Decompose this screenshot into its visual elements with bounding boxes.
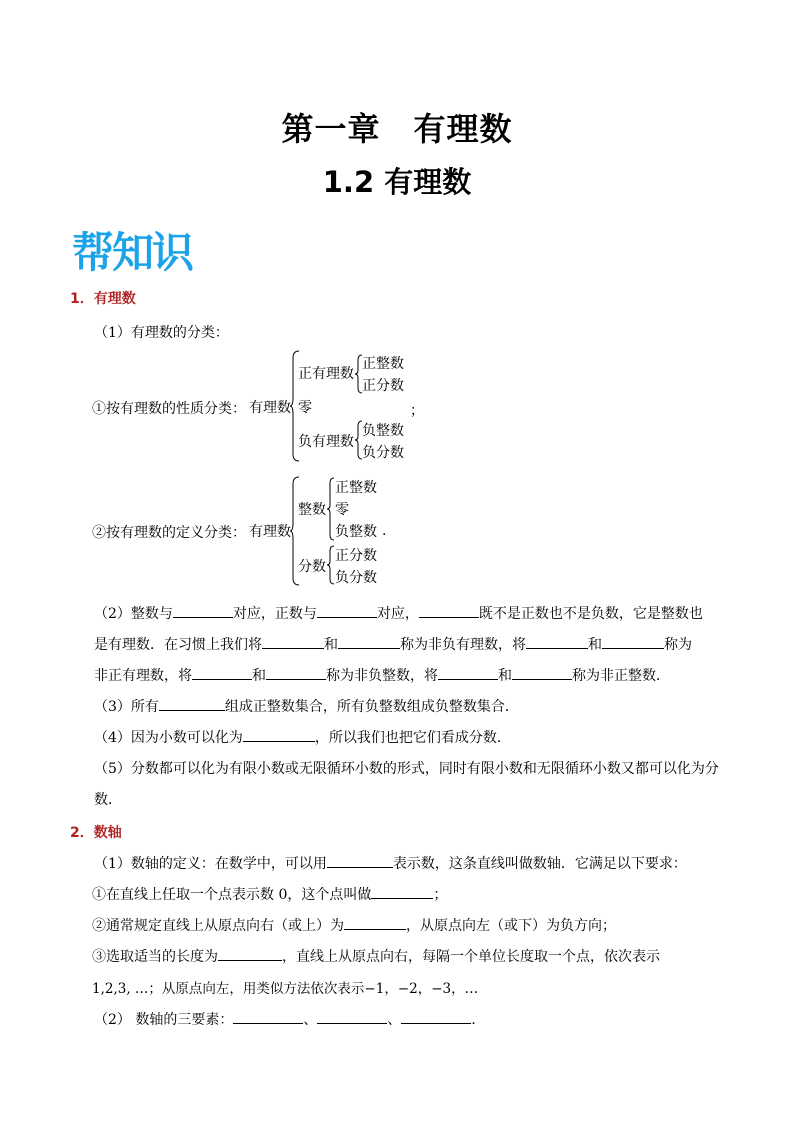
fill-blank[interactable] <box>192 665 252 680</box>
text: 对应，正数与 <box>232 606 317 622</box>
fill-blank[interactable] <box>371 884 433 899</box>
text: （3）所有 <box>94 699 159 715</box>
class-property-root: 有理数 <box>249 400 291 416</box>
text: 组成正整数集合，所有负整数组成负整数集合． <box>224 699 519 715</box>
item2-line1 <box>94 603 703 623</box>
s2-req3-line2: 1,2,3, …；从原点向左，用类似方法依次表示−1，−2，−3，… <box>92 981 479 997</box>
fill-blank[interactable] <box>327 853 393 868</box>
text: 非正有理数，将 <box>94 668 192 684</box>
text: 称为 <box>664 637 692 653</box>
text: 、 <box>303 1012 318 1028</box>
class-definition-positive-int: 正整数 <box>335 480 377 496</box>
fill-blank[interactable] <box>526 634 588 649</box>
fill-blank[interactable] <box>401 1009 471 1024</box>
class-property-negative-frac: 负分数 <box>362 445 404 461</box>
class-definition-label: ②按有理数的定义分类： <box>92 525 246 541</box>
text: 表示数，这条直线叫做数轴．它满足以下要求： <box>392 856 687 872</box>
fill-blank[interactable] <box>438 665 498 680</box>
class-property-negative: 负有理数 <box>298 434 354 450</box>
s2-req2 <box>92 915 616 935</box>
text: 称为非正整数． <box>572 668 670 684</box>
class-definition-integer: 整数 <box>298 502 326 518</box>
class-definition-root: 有理数 <box>249 524 291 540</box>
class-property-positive-frac: 正分数 <box>362 378 404 394</box>
fill-blank[interactable] <box>159 696 225 711</box>
class-property-positive-int: 正整数 <box>362 356 404 372</box>
text: （1）数轴的定义：在数学中，可以用 <box>94 856 327 872</box>
fill-blank[interactable] <box>233 1009 303 1024</box>
section-heading-rational-numbers: 1．有理数 <box>70 291 136 307</box>
text: ，直线上从原点向右，每隔一个单位长度取一个点，依次表示 <box>282 949 660 965</box>
text: 和 <box>324 637 338 653</box>
fill-blank[interactable] <box>317 1009 387 1024</box>
fill-blank[interactable] <box>243 727 315 742</box>
class-property-zero: 零 <box>298 400 312 416</box>
text: ，所以我们也把它们看成分数． <box>314 730 511 746</box>
text: （2）整数与 <box>94 606 173 622</box>
s2-req1 <box>92 884 447 904</box>
class-property-positive: 正有理数 <box>298 366 354 382</box>
text: ，从原点向左（或下）为负方向； <box>406 918 616 934</box>
item2-line2 <box>94 634 692 654</box>
fill-blank[interactable] <box>317 603 377 618</box>
item5-line2: 数． <box>94 792 122 808</box>
fill-blank[interactable] <box>419 603 479 618</box>
section-heading-number-line: 2．数轴 <box>70 825 122 841</box>
item3 <box>94 696 519 716</box>
text: 是有理数．在习惯上我们将 <box>94 637 262 653</box>
item4 <box>94 727 511 747</box>
text: 和 <box>498 668 512 684</box>
item2-line3 <box>94 665 670 685</box>
logo-help-knowledge: 帮知识 <box>72 228 193 277</box>
fill-blank[interactable] <box>602 634 664 649</box>
class-definition-zero: 零 <box>335 502 349 518</box>
chapter-title: 第一章 有理数 <box>281 110 513 148</box>
s2-item1 <box>94 853 687 873</box>
text: ②通常规定直线上从原点向右（或上）为 <box>92 918 344 934</box>
fill-blank[interactable] <box>218 946 282 961</box>
class-definition-fraction: 分数 <box>298 559 326 575</box>
class-definition-positive-frac: 正分数 <box>335 548 377 564</box>
brace-integer <box>327 477 335 541</box>
fill-blank[interactable] <box>173 603 233 618</box>
fill-blank[interactable] <box>266 665 326 680</box>
class-property-label: ①按有理数的性质分类： <box>92 401 246 417</box>
fill-blank[interactable] <box>262 634 324 649</box>
text: 和 <box>252 668 266 684</box>
text: 称为非负整数，将 <box>326 668 438 684</box>
fill-blank[interactable] <box>512 665 572 680</box>
text: ①在直线上任取一个点表示数 0，这个点叫做 <box>92 887 372 903</box>
item5-line1: （5）分数都可以化为有限小数或无限循环小数的形式，同时有限小数和无限循环小数又都可以化为分 <box>94 761 719 777</box>
class-property-end-punct: ； <box>410 403 424 419</box>
class-definition-end-punct: . <box>382 523 387 539</box>
text: 、 <box>387 1012 402 1028</box>
fill-blank[interactable] <box>344 915 406 930</box>
text: ③选取适当的长度为 <box>92 949 218 965</box>
s2-item2 <box>94 1009 485 1029</box>
text: （2） 数轴的三要素： <box>94 1012 234 1028</box>
text: 既不是正数也不是负数，它是整数也 <box>478 606 703 622</box>
class-property-negative-int: 负整数 <box>362 423 404 439</box>
item1-label: （1）有理数的分类： <box>94 325 229 341</box>
text: 对应， <box>376 606 419 622</box>
text: 称为非负有理数，将 <box>400 637 526 653</box>
text: ． <box>471 1012 486 1028</box>
text: ； <box>433 887 448 903</box>
brace-fraction <box>327 545 335 585</box>
s2-req3-line1 <box>92 946 660 966</box>
fill-blank[interactable] <box>338 634 400 649</box>
class-definition-negative-frac: 负分数 <box>335 570 377 586</box>
class-definition-negative-int: 负整数 <box>335 524 377 540</box>
text: 和 <box>588 637 602 653</box>
section-title: 1.2 有理数 <box>322 165 472 199</box>
text: （4）因为小数可以化为 <box>94 730 243 746</box>
